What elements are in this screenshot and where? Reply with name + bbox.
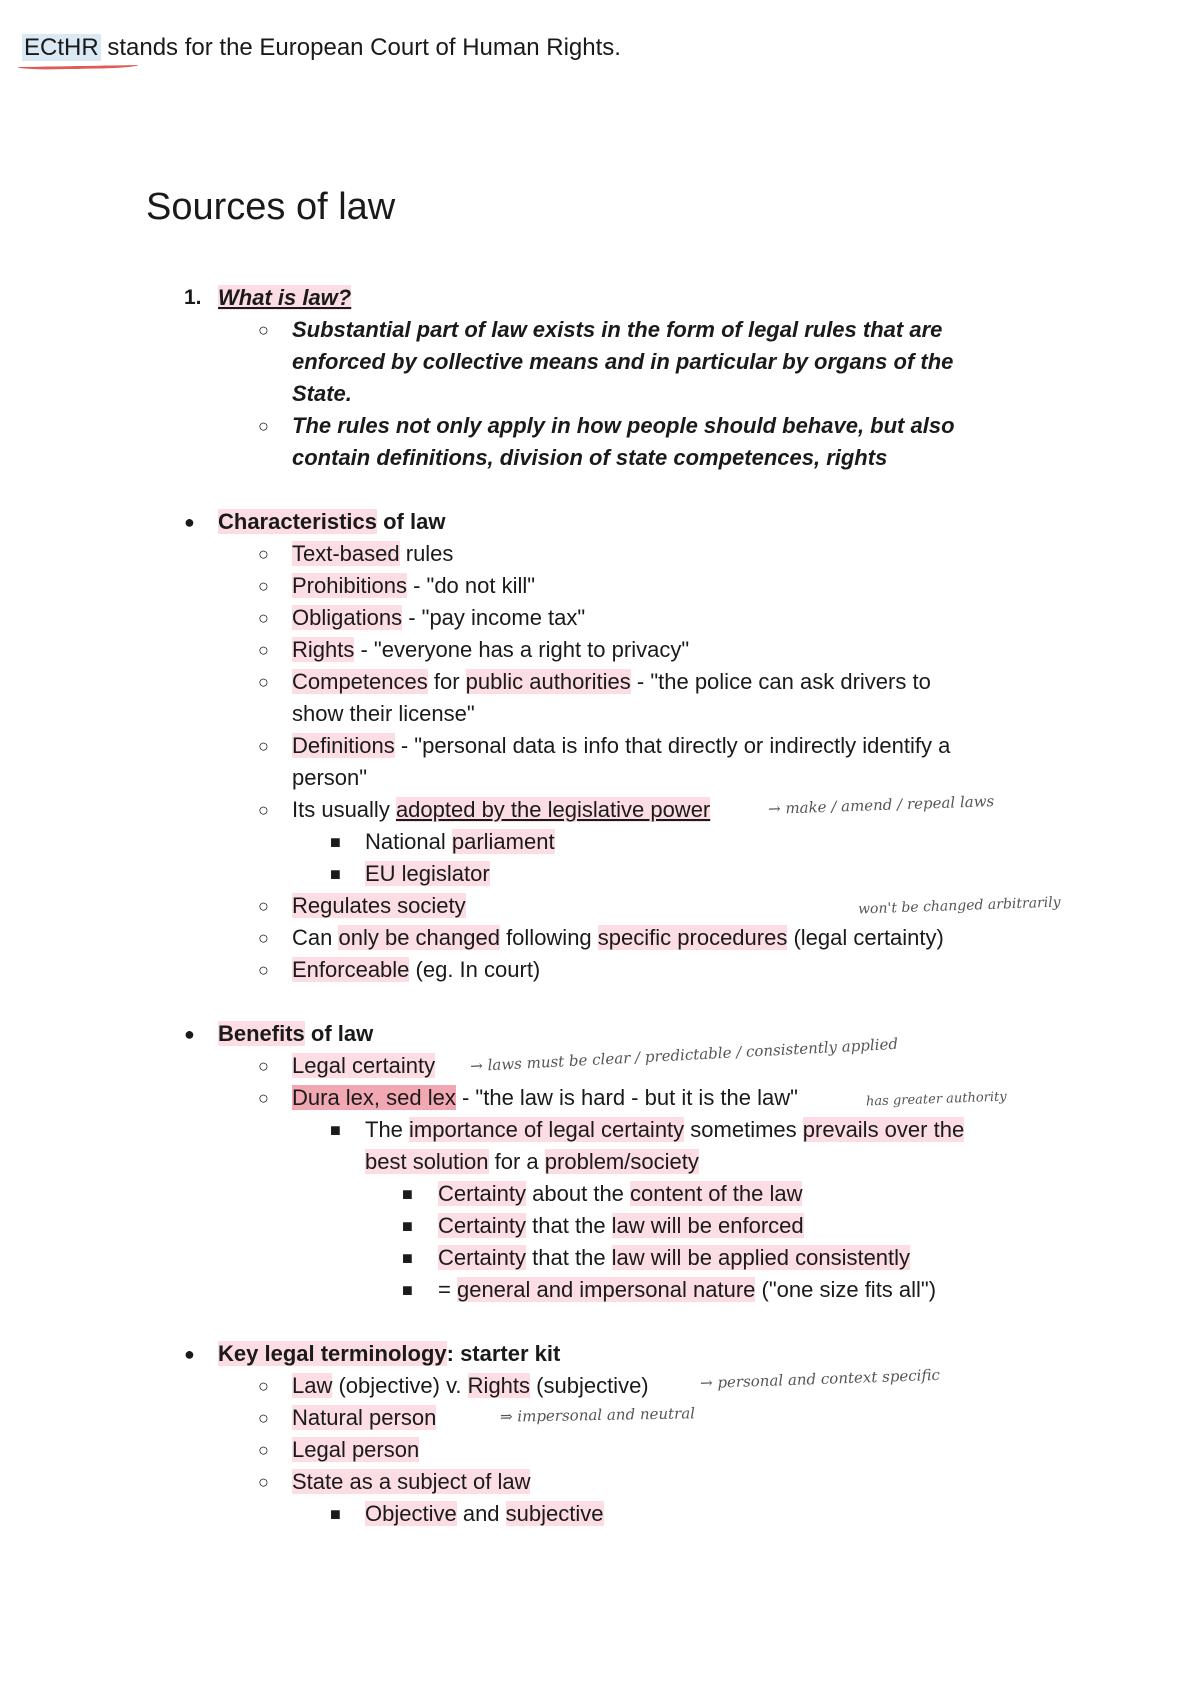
handwritten-note: won't be changed arbitrarily bbox=[857, 894, 1061, 918]
list-item: The rules not only apply in how people should behave, but also bbox=[292, 413, 955, 438]
text: - "pay income tax" bbox=[402, 605, 586, 630]
list-item bbox=[292, 1370, 649, 1402]
square-bullet: ■ bbox=[402, 1184, 413, 1204]
text: (eg. In court) bbox=[409, 957, 541, 982]
list-subitem-cont bbox=[365, 1146, 699, 1178]
heading-rest: of law bbox=[376, 509, 446, 534]
square-bullet: ■ bbox=[402, 1248, 413, 1268]
disc-bullet: ● bbox=[184, 512, 195, 532]
list-subitem bbox=[365, 1498, 604, 1530]
list-subsubitem bbox=[438, 1178, 802, 1210]
list-item bbox=[292, 602, 585, 634]
hl: best solution bbox=[365, 1149, 489, 1174]
list-item bbox=[292, 1050, 435, 1082]
list-item bbox=[292, 1434, 419, 1466]
heading-rest: : starter kit bbox=[446, 1341, 561, 1366]
handwritten-note: has greater authority bbox=[865, 1089, 1007, 1110]
section-heading-terminology bbox=[218, 1338, 560, 1370]
hl: content of the law bbox=[630, 1181, 803, 1206]
hl: prevails over the bbox=[802, 1117, 965, 1142]
heading-text: What is law? bbox=[218, 285, 352, 310]
list-item-cont: State. bbox=[292, 381, 352, 406]
hl: only be changed bbox=[338, 925, 500, 950]
circle-bullet: ○ bbox=[258, 896, 269, 916]
hl: Prohibitions bbox=[292, 573, 407, 598]
list-item-cont: show their license" bbox=[292, 701, 475, 726]
list-item bbox=[292, 1082, 798, 1114]
hl: parliament bbox=[451, 829, 555, 854]
list-subitem bbox=[365, 826, 555, 858]
heading-hl: Key legal terminology bbox=[218, 1341, 447, 1366]
list-item-cont: contain definitions, division of state competences, rights bbox=[292, 445, 888, 470]
list-subitem bbox=[365, 858, 490, 890]
text: and bbox=[456, 1501, 506, 1526]
circle-bullet: ○ bbox=[258, 640, 269, 660]
text: (subjective) bbox=[530, 1373, 649, 1398]
text: Can bbox=[292, 925, 339, 950]
red-squiggle-underline bbox=[18, 61, 138, 70]
circle-bullet: ○ bbox=[258, 960, 269, 980]
hl: Regulates society bbox=[292, 893, 466, 918]
hl: Certainty bbox=[438, 1245, 527, 1270]
hl: public authorities bbox=[465, 669, 631, 694]
text: - "do not kill" bbox=[406, 573, 536, 598]
text: - "everyone has a right to privacy" bbox=[354, 637, 690, 662]
page-title: Sources of law bbox=[146, 186, 396, 228]
square-bullet: ■ bbox=[402, 1280, 413, 1300]
hl: importance of legal certainty bbox=[409, 1117, 685, 1142]
acronym-ecthr: ECtHR bbox=[24, 34, 99, 61]
circle-bullet: ○ bbox=[258, 576, 269, 596]
list-subsubitem bbox=[438, 1242, 910, 1274]
hl: adopted by the legislative power bbox=[395, 797, 711, 822]
section-heading-characteristics bbox=[218, 506, 445, 538]
circle-bullet: ○ bbox=[258, 1472, 269, 1492]
text: ("one size fits all") bbox=[755, 1277, 937, 1302]
circle-bullet: ○ bbox=[258, 672, 269, 692]
square-bullet: ■ bbox=[330, 864, 341, 884]
hl: Certainty bbox=[438, 1181, 527, 1206]
text: for a bbox=[488, 1149, 545, 1174]
circle-bullet: ○ bbox=[258, 1408, 269, 1428]
section-heading-benefits bbox=[218, 1018, 373, 1050]
hl: problem/society bbox=[544, 1149, 699, 1174]
circle-bullet: ○ bbox=[258, 928, 269, 948]
circle-bullet: ○ bbox=[258, 1376, 269, 1396]
list-item bbox=[292, 1466, 530, 1498]
text: = bbox=[438, 1277, 457, 1302]
list-subsubitem bbox=[438, 1274, 936, 1306]
list-item bbox=[292, 922, 944, 954]
text: for bbox=[427, 669, 466, 694]
list-item bbox=[292, 954, 540, 986]
circle-bullet: ○ bbox=[258, 1088, 269, 1108]
heading-hl: Characteristics bbox=[218, 509, 377, 534]
hl: Rights bbox=[292, 637, 355, 662]
heading-rest: of law bbox=[304, 1021, 374, 1046]
hl: law will be applied consistently bbox=[611, 1245, 911, 1270]
hl: Certainty bbox=[438, 1213, 527, 1238]
hl: Objective bbox=[365, 1501, 457, 1526]
text: that the bbox=[526, 1245, 612, 1270]
text: - "the law is hard - but it is the law" bbox=[455, 1085, 798, 1110]
text: - "personal data is info that directly or indirectly identify a bbox=[394, 733, 951, 758]
circle-bullet: ○ bbox=[258, 1440, 269, 1460]
hl: Legal certainty bbox=[292, 1053, 436, 1078]
text: National bbox=[365, 829, 452, 854]
hl: Law bbox=[292, 1373, 333, 1398]
list-item bbox=[292, 666, 931, 698]
list-item-cont: person" bbox=[292, 765, 368, 790]
circle-bullet: ○ bbox=[258, 608, 269, 628]
hl: general and impersonal nature bbox=[456, 1277, 756, 1302]
list-item bbox=[292, 730, 950, 762]
circle-bullet: ○ bbox=[258, 1056, 269, 1076]
disc-bullet: ● bbox=[184, 1024, 195, 1044]
hl: Legal person bbox=[292, 1437, 420, 1462]
text: The bbox=[365, 1117, 410, 1142]
hl: State as a subject of law bbox=[292, 1469, 531, 1494]
circle-bullet: ○ bbox=[258, 736, 269, 756]
list-item bbox=[292, 538, 453, 570]
hl: Text-based bbox=[292, 541, 400, 566]
text: (legal certainty) bbox=[787, 925, 944, 950]
list-item bbox=[292, 890, 466, 922]
hl: law will be enforced bbox=[611, 1213, 804, 1238]
list-item bbox=[292, 1402, 436, 1434]
section-heading-what-is-law bbox=[218, 282, 351, 314]
list-item bbox=[292, 794, 710, 826]
hl: specific procedures bbox=[597, 925, 788, 950]
disc-bullet: ● bbox=[184, 1344, 195, 1364]
hl: Competences bbox=[292, 669, 428, 694]
text: rules bbox=[399, 541, 454, 566]
hl: Enforceable bbox=[292, 957, 410, 982]
square-bullet: ■ bbox=[330, 1120, 341, 1140]
text: (objective) v. bbox=[332, 1373, 468, 1398]
square-bullet: ■ bbox=[402, 1216, 413, 1236]
hl: EU legislator bbox=[365, 861, 490, 886]
text: - "the police can ask drivers to bbox=[630, 669, 931, 694]
circle-bullet: ○ bbox=[258, 544, 269, 564]
top-note bbox=[22, 34, 621, 62]
circle-bullet: ○ bbox=[258, 800, 269, 820]
hl: Definitions bbox=[292, 733, 395, 758]
handwritten-note: → personal and context specific bbox=[699, 1365, 941, 1393]
list-item bbox=[292, 634, 689, 666]
list-subsubitem bbox=[438, 1210, 804, 1242]
hl: Rights bbox=[467, 1373, 531, 1398]
square-bullet: ■ bbox=[330, 1504, 341, 1524]
list-item bbox=[292, 570, 535, 602]
list-item-cont: enforced by collective means and in particular by organs of the bbox=[292, 349, 954, 374]
list-item: Substantial part of law exists in the form of legal rules that are bbox=[292, 317, 943, 342]
square-bullet: ■ bbox=[330, 832, 341, 852]
hl-strong: Dura lex, sed lex bbox=[292, 1085, 456, 1110]
text: about the bbox=[526, 1181, 631, 1206]
section-number: 1. bbox=[184, 286, 202, 309]
top-note-text: stands for the European Court of Human Rights. bbox=[100, 34, 621, 61]
handwritten-note: → make / amend / repeal laws bbox=[767, 792, 995, 818]
hl: Natural person bbox=[292, 1405, 437, 1430]
heading-hl: Benefits bbox=[218, 1021, 305, 1046]
text: that the bbox=[526, 1213, 612, 1238]
hl: Obligations bbox=[292, 605, 403, 630]
circle-bullet: ○ bbox=[258, 320, 269, 340]
handwritten-note: → laws must be clear / predictable / consistently applied bbox=[469, 1034, 899, 1076]
text: sometimes bbox=[684, 1117, 803, 1142]
text: following bbox=[499, 925, 598, 950]
text: Its usually bbox=[292, 797, 396, 822]
hl: subjective bbox=[505, 1501, 604, 1526]
handwritten-note: ⇒ impersonal and neutral bbox=[499, 1404, 696, 1426]
list-subitem bbox=[365, 1114, 964, 1146]
circle-bullet: ○ bbox=[258, 416, 269, 436]
